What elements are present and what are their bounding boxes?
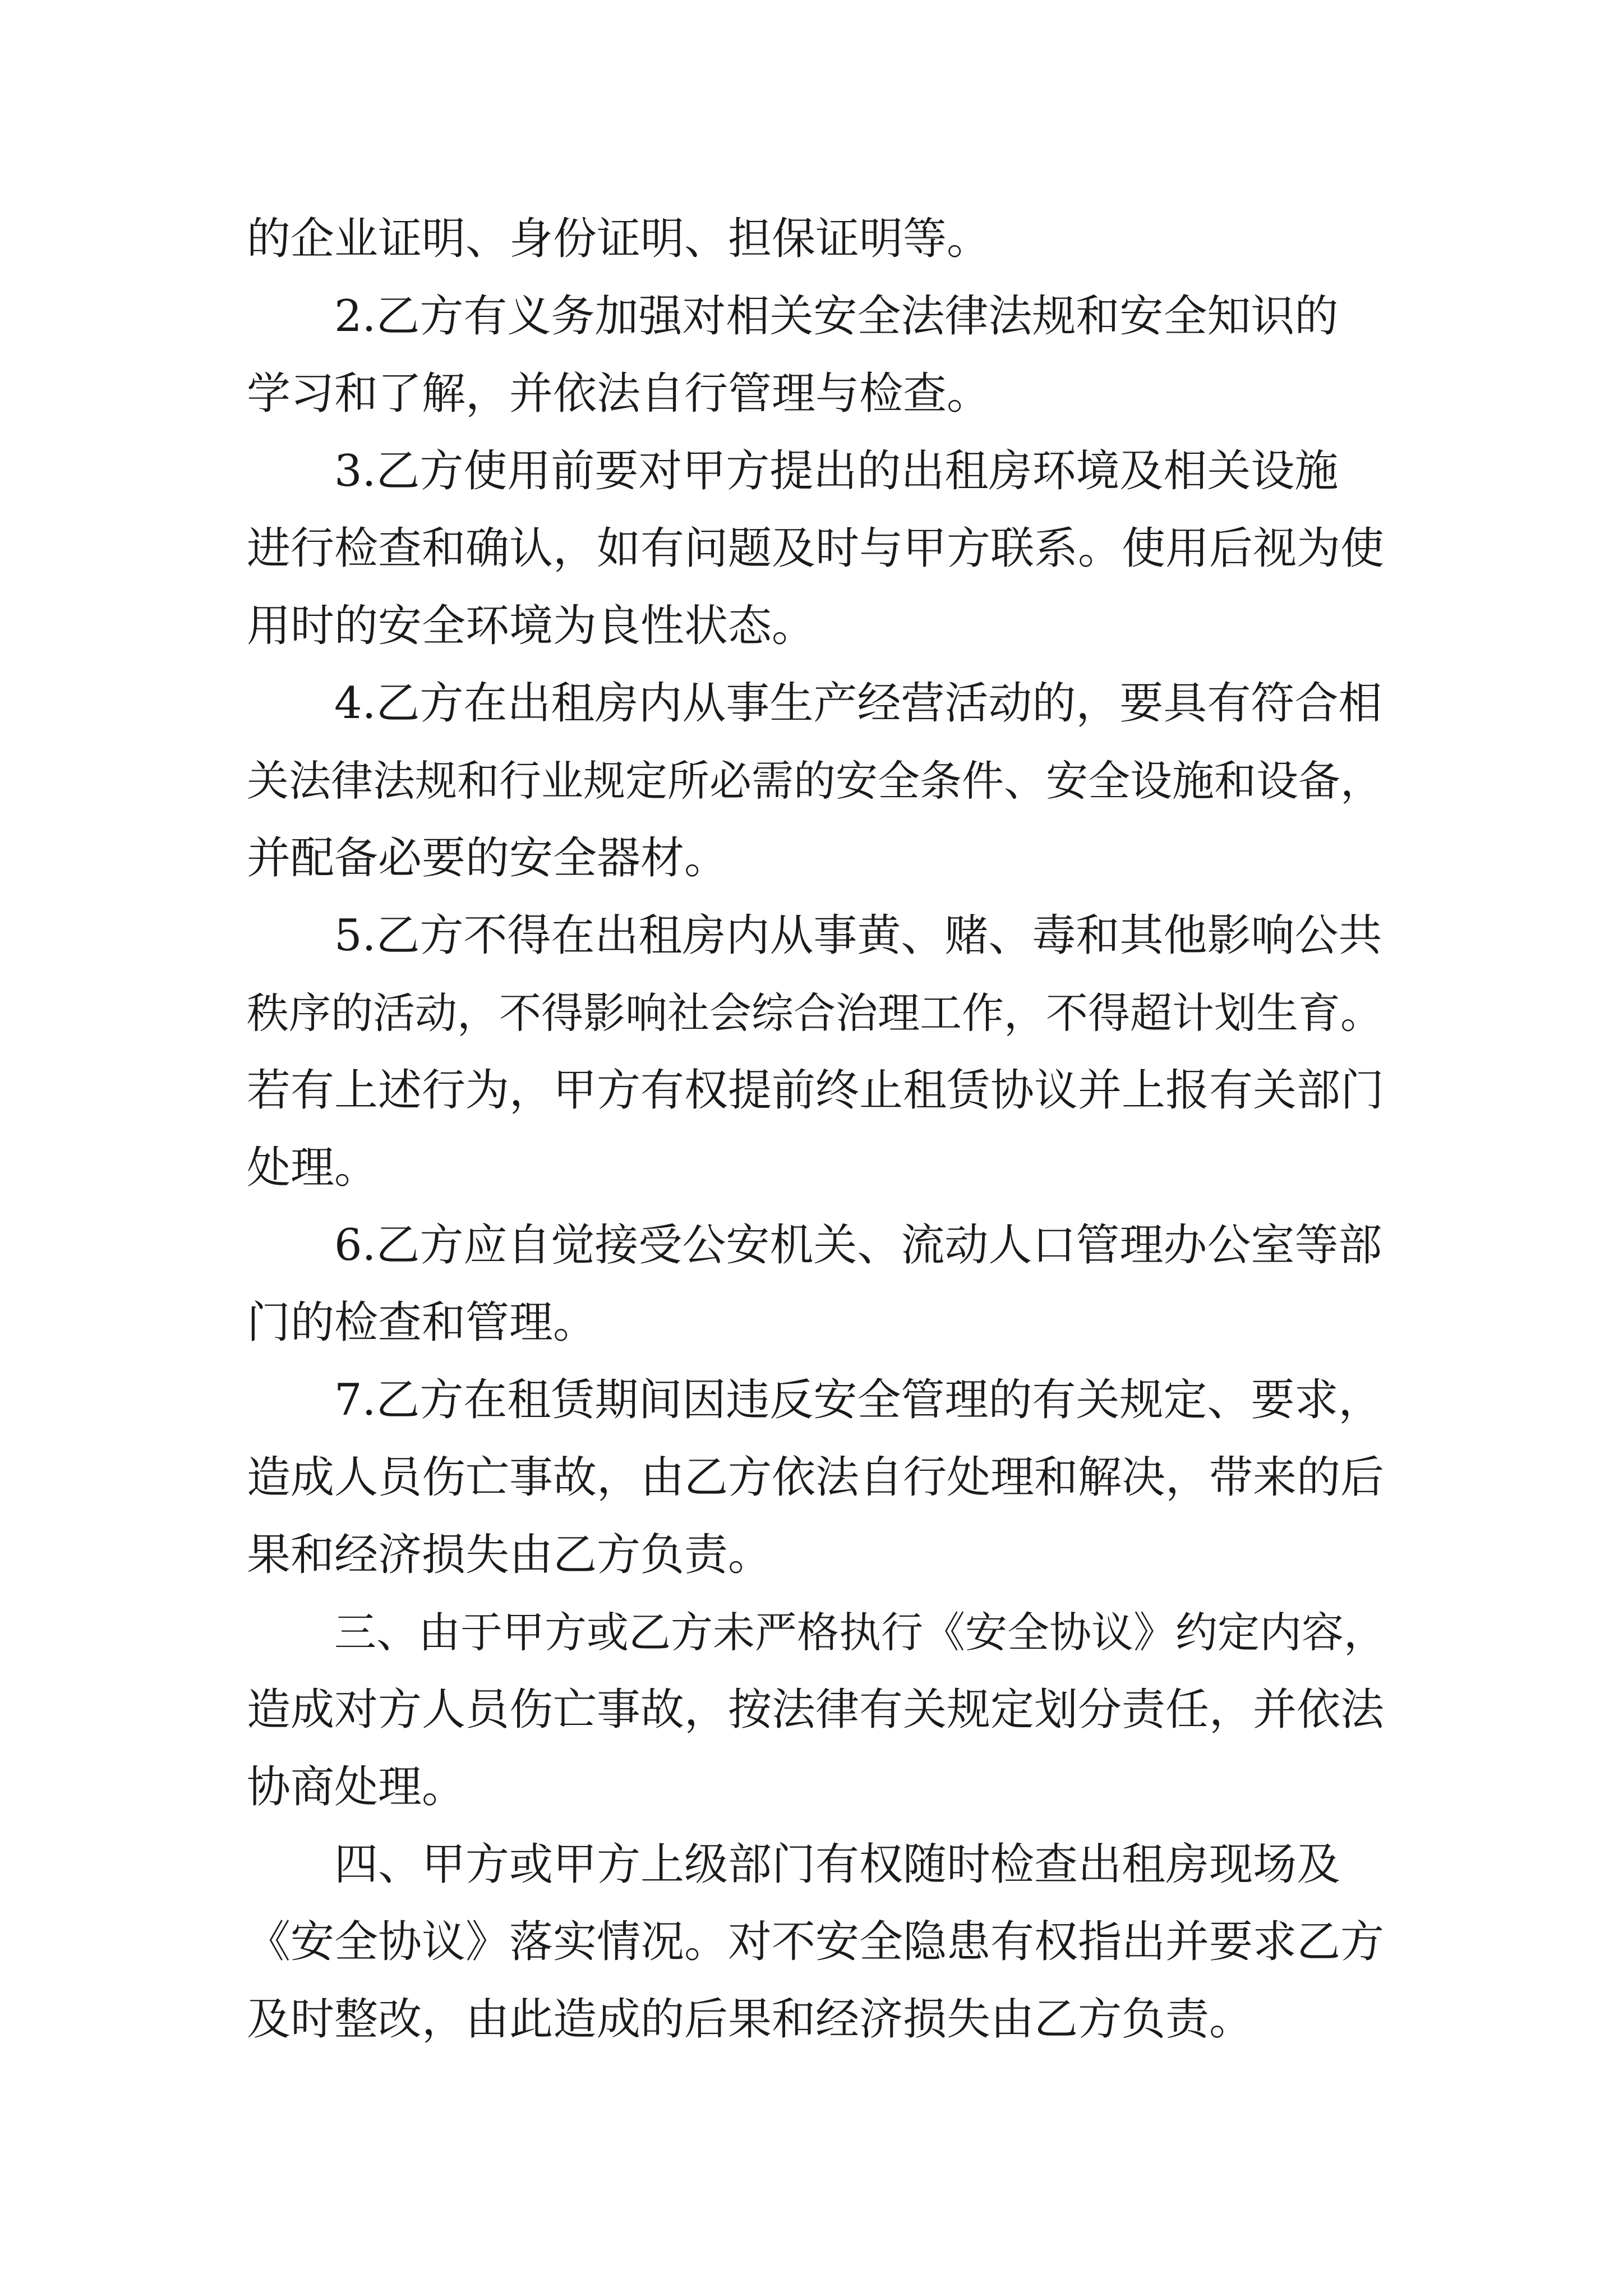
text-line-7: 4.乙方在出租房内从事生产经营活动的，要具有符合相 bbox=[334, 678, 1382, 729]
text-line-14: 6.乙方应自觉接受公安机关、流动人口管理办公室等部 bbox=[334, 1220, 1382, 1271]
text-line-11: 秩序的活动，不得影响社会综合治理工作，不得超计划生育。 bbox=[247, 988, 1383, 1038]
text-line-9: 并配备必要的安全器材。 bbox=[247, 833, 728, 884]
text-line-2: 2.乙方有义务加强对相关安全法律法规和安全知识的 bbox=[334, 291, 1339, 342]
text-line-8: 关法律法规和行业规定所必需的安全条件、安全设施和设备， bbox=[247, 756, 1383, 806]
text-line-10: 5.乙方不得在出租房内从事黄、赌、毒和其他影响公共 bbox=[334, 910, 1382, 961]
text-line-24: 及时整改，由此造成的后果和经济损失由乙方负责。 bbox=[247, 1994, 1253, 2045]
text-line-6: 用时的安全环境为良性状态。 bbox=[247, 601, 816, 651]
text-line-15: 门的检查和管理。 bbox=[247, 1297, 597, 1348]
text-line-3: 学习和了解，并依法自行管理与检查。 bbox=[247, 369, 991, 419]
text-line-22: 四、甲方或甲方上级部门有权随时检查出租房现场及 bbox=[334, 1839, 1341, 1890]
text-line-4: 3.乙方使用前要对甲方提出的出租房环境及相关设施 bbox=[334, 446, 1339, 496]
text-line-17: 造成人员伤亡事故，由乙方依法自行处理和解决，带来的后 bbox=[247, 1452, 1385, 1503]
text-line-1: 的企业证明、身份证明、担保证明等。 bbox=[247, 214, 991, 264]
text-line-12: 若有上述行为，甲方有权提前终止租赁协议并上报有关部门 bbox=[247, 1065, 1385, 1116]
text-line-20: 造成对方人员伤亡事故，按法律有关规定划分责任，并依法 bbox=[247, 1685, 1385, 1735]
text-line-18: 果和经济损失由乙方负责。 bbox=[247, 1530, 772, 1580]
text-line-19: 三、由于甲方或乙方未严格执行《安全协议》约定内容， bbox=[334, 1608, 1386, 1657]
text-line-16: 7.乙方在租赁期间因违反安全管理的有关规定、要求， bbox=[334, 1375, 1382, 1425]
text-line-13: 处理。 bbox=[247, 1143, 379, 1193]
text-line-21: 协商处理。 bbox=[247, 1762, 466, 1812]
text-line-5: 进行检查和确认，如有问题及时与甲方联系。使用后视为使 bbox=[247, 523, 1385, 574]
text-line-23: 《安全协议》落实情况。对不安全隐患有权指出并要求乙方 bbox=[247, 1917, 1385, 1967]
